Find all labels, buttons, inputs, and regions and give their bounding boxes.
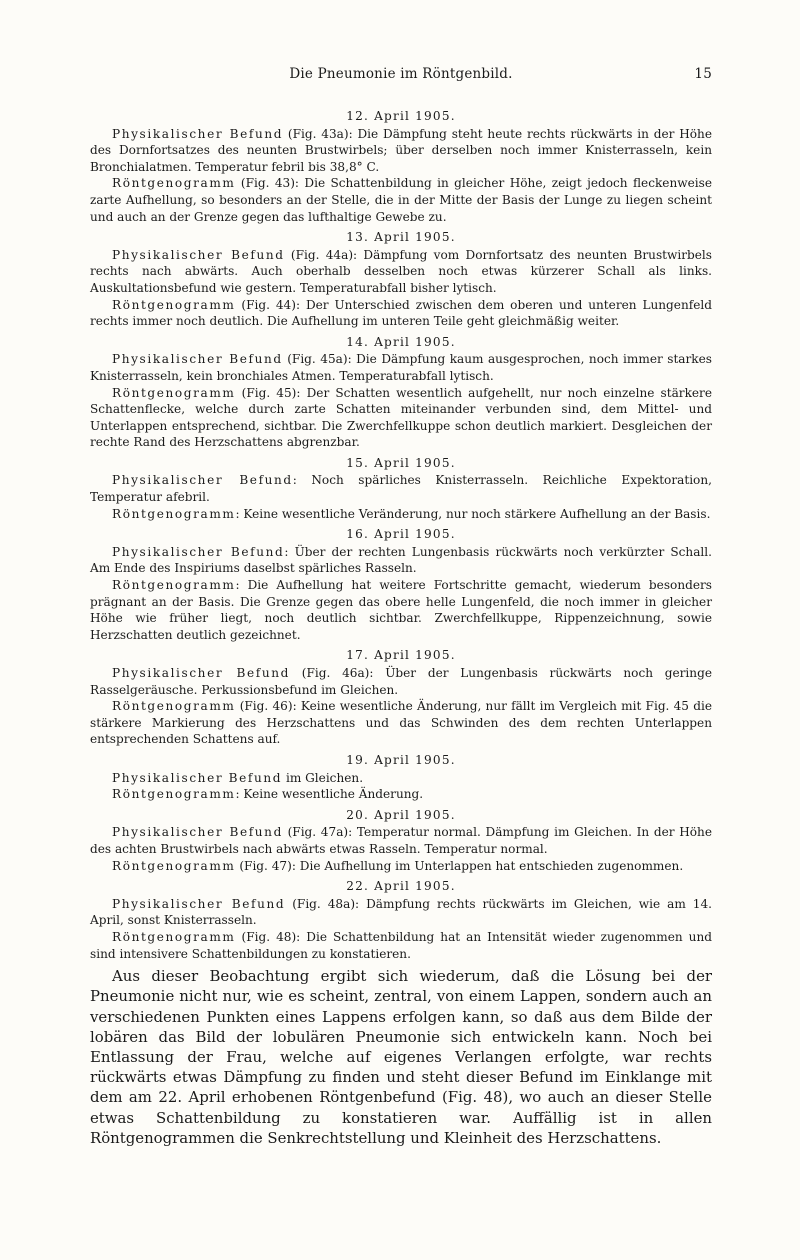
finding-paragraph [90, 175, 712, 225]
entry-block [90, 455, 712, 522]
summary-paragraph: Aus dieser Beobachtung ergibt sich wiederum, daß die Lösung bei der Pneumonie nicht nur, wie es scheint, zentral, von einem Lappen, sondern auch an verschiedenen Punkten eines Lappens erfolgen kann, so daß aus dem Bilde der lobären das Bild der lobulären Pneumonie sich entwickeln kann. Noch bei Entlassung der Frau, welche auf eigenes Verlangen erfolgte, war rechts rückwärts etwas Dämpfung zu finden und steht dieser Befund im Einklange mit dem am 22. April erhobenen Röntgenbefund (Fig. 48), wo auch an dieser Stelle etwas Schattenbildung zu konstatieren war. Auffällig ist in allen Röntgenogrammen die Senkrechtstellung und Kleinheit des Herzschattens. [90, 967, 712, 1147]
finding-label: Physikalischer Befund [112, 666, 291, 680]
finding-text: : Über der rechten Lungenbasis rückwärts noch verkürzter Schall. Am Ende des Inspiriums daselbst spärliches Rasseln. [90, 544, 712, 576]
finding-paragraph [90, 351, 712, 384]
finding-label: Physikalischer Befund [112, 896, 286, 911]
finding-text: : Noch spärliches Knisterrasseln. Reichliche Expektoration, Temperatur afebril. [90, 473, 712, 505]
finding-paragraph [90, 698, 712, 748]
entry-date: 20. April 1905. [346, 807, 456, 822]
finding-label: Röntgenogramm [112, 929, 236, 944]
entry-date: 12. April 1905. [346, 109, 456, 123]
entry-date: 13. April 1905. [346, 230, 456, 245]
entry-block [90, 647, 712, 748]
finding-text: (Fig. 47): Die Aufhellung im Unterlappen hat entschieden zugenommen. [235, 858, 684, 873]
finding-label: Physikalischer Befund [112, 544, 285, 559]
finding-paragraph [90, 896, 712, 929]
finding-paragraph [90, 858, 712, 875]
finding-paragraph [90, 665, 712, 698]
finding-text: (Fig. 43a): Die Dämpfung steht heute rechts rückwärts in der Höhe des Dornfortsatzes des neunten Brustwirbels; über derselben noch immer Knisterrasseln, kein Bronchialatmen. Temperatur febril bis 38,8° C. [90, 126, 712, 174]
finding-paragraph [90, 929, 712, 962]
running-head [90, 66, 712, 82]
finding-text: (Fig. 48a): Dämpfung rechts rückwärts im Gleichen, wie am 14. April, sonst Knisterrasseln. [90, 896, 712, 928]
finding-label: Röntgenogramm [112, 297, 236, 312]
finding-text: (Fig. 44): Der Unterschied zwischen dem oberen und unteren Lungenfeld rechts immer noch deutlich. Die Aufhellung im unteren Teile geht gleichmäßig weiter. [90, 297, 712, 329]
entry-block [90, 229, 712, 330]
entry-date: 22. April 1905. [346, 879, 456, 894]
finding-text: (Fig. 47a): Temperatur normal. Dämpfung im Gleichen. In der Höhe des achten Brustwirbels nach abwärts etwas Rasseln. Temperatur normal. [90, 825, 712, 856]
finding-text: : Die Aufhellung hat weitere Fortschritte gemacht, wiederum besonders prägnant an der Basis. Die Grenze gegen das obere helle Lungenfeld, die noch immer in gleicher Höhe wie früher liegt, noch deutlich sichtbar. Zwerchfellkuppe, Rippenzeichnung, sowie Herzschatten deutlich gezeichnet. [90, 578, 712, 642]
finding-text: : Keine wesentliche Veränderung, nur noch stärkere Aufhellung an der Basis. [235, 506, 711, 521]
finding-text: (Fig. 48): Die Schattenbildung hat an Intensität wieder zugenommen und sind intensivere Schattenbildungen zu konstatieren. [90, 929, 712, 961]
finding-text: (Fig. 46a): Über der Lungenbasis rückwärts noch geringe Rasselgeräusche. Perkussionsbefund im Gleichen. [90, 666, 712, 697]
finding-paragraph [90, 824, 712, 857]
finding-label: Röntgenogramm [112, 699, 236, 714]
finding-paragraph [90, 297, 712, 330]
finding-label: Physikalischer Befund [112, 825, 283, 840]
finding-text: (Fig. 43): Die Schattenbildung in gleicher Höhe, zeigt jedoch fleckenweise zarte Aufhellung, so besonders an der Stelle, die in der Mitte der Basis der Lunge zu liegen scheint und auch an der Grenze gegen das lufthaltige Gewebe zu. [90, 176, 712, 224]
finding-text: : Keine wesentliche Änderung. [235, 787, 424, 802]
finding-label: Röntgenogramm [112, 787, 236, 802]
finding-text: im Gleichen. [282, 770, 364, 785]
finding-paragraph [90, 385, 712, 451]
entries [90, 108, 712, 962]
page-number: 15 [694, 66, 712, 82]
entry-block [90, 752, 712, 803]
finding-text: (Fig. 46): Keine wesentliche Änderung, nur fällt im Vergleich mit Fig. 45 die stärkere Markierung des Herzschattens und das Schwinden des dem rechten Unterlappen entsprechenden Schattens auf. [90, 699, 712, 747]
finding-paragraph [90, 577, 712, 643]
finding-label: Physikalischer Befund [112, 770, 283, 785]
finding-paragraph [90, 247, 712, 297]
finding-label: Röntgenogramm [112, 858, 236, 873]
entry-date: 14. April 1905. [346, 334, 456, 349]
page-body [90, 104, 712, 1148]
finding-paragraph [90, 786, 712, 803]
entry-date: 16. April 1905. [346, 527, 456, 542]
finding-paragraph [90, 770, 712, 787]
finding-label: Physikalischer Befund [112, 473, 293, 488]
finding-label: Röntgenogramm [112, 176, 236, 191]
finding-label: Physikalischer Befund [112, 247, 285, 262]
finding-text: (Fig. 45): Der Schatten wesentlich aufgehellt, nur noch einzelne stärkere Schattenflecke, welche durch zarte Schatten miteinander verbunden sind, dem Mittel- und Unterlappen entsprechend, sichtbar. Die Zwerchfellkuppe schon deutlich markiert. Desgleichen der rechte Rand des Herzschattens abgrenzbar. [90, 385, 712, 450]
entry-block [90, 334, 712, 451]
entry-block [90, 807, 712, 874]
page-title: Die Pneumonie im Röntgenbild. [289, 66, 513, 82]
entry-block [90, 878, 712, 962]
finding-label: Physikalischer Befund [112, 352, 283, 367]
finding-label: Physikalischer Befund [112, 126, 284, 141]
entry-date: 17. April 1905. [346, 648, 456, 663]
finding-paragraph [90, 126, 712, 176]
finding-text: (Fig. 44a): Dämpfung vom Dornfortsatz des neunten Brustwirbels rechts nach abwärts. Auch oberhalb desselben noch etwas kürzerer Schall als links. Auskultationsbefund wie gestern. Temperaturabfall bisher lytisch. [90, 247, 712, 295]
finding-label: Röntgenogramm [112, 578, 236, 593]
entry-block [90, 526, 712, 643]
entry-block [90, 108, 712, 225]
finding-paragraph [90, 506, 712, 523]
entry-date: 19. April 1905. [346, 752, 456, 767]
finding-paragraph [90, 472, 712, 505]
finding-text: (Fig. 45a): Die Dämpfung kaum ausgesprochen, noch immer starkes Knisterrasseln, kein bronchiales Atmen. Temperaturabfall lytisch. [90, 352, 712, 383]
finding-label: Röntgenogramm [112, 506, 236, 521]
entry-date: 15. April 1905. [346, 455, 456, 470]
finding-paragraph [90, 544, 712, 577]
finding-label: Röntgenogramm [112, 385, 236, 400]
